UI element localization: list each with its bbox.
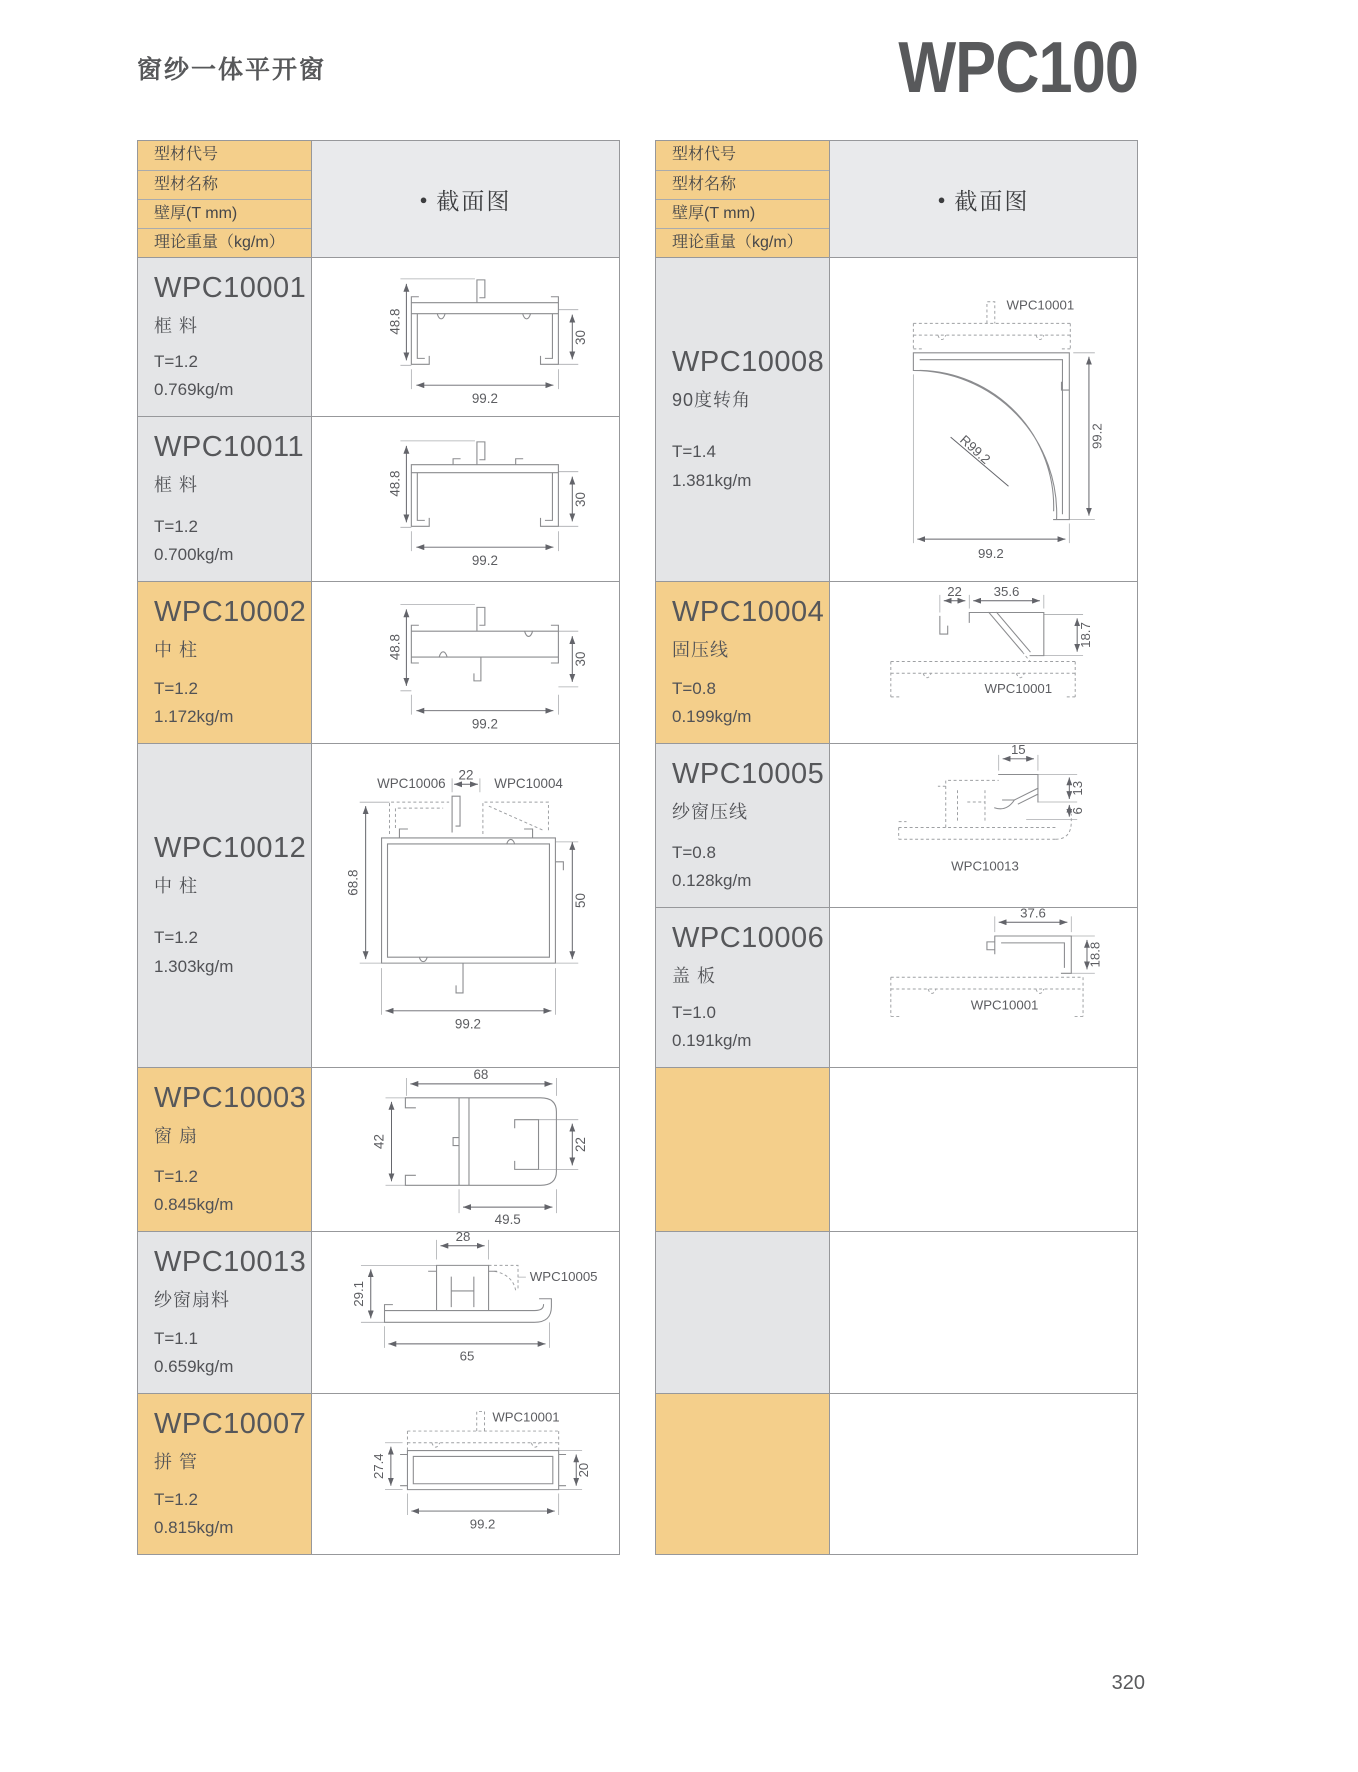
ref-label-left: WPC10006	[377, 776, 446, 792]
diagram-cell-empty	[830, 1232, 1137, 1393]
profile-name: 中 柱	[154, 640, 199, 660]
dim-top: 28	[455, 1232, 471, 1244]
dim-height: 48.8	[387, 470, 403, 497]
profile-info	[138, 1394, 312, 1554]
dim-width: 99.2	[471, 716, 498, 732]
diagram-cell	[312, 258, 619, 416]
extension-lines	[400, 441, 578, 551]
profile-name: 90度转角	[672, 390, 752, 411]
dim-height: 68.8	[345, 869, 361, 896]
dim-width: 65	[459, 1348, 475, 1364]
profile-info	[138, 258, 312, 416]
profile-code: WPC10005	[672, 758, 825, 790]
extension-lines	[913, 353, 1094, 543]
profile-weight: 1.172kg/m	[154, 706, 234, 726]
diagram-cell	[830, 908, 1137, 1067]
diagram-cell	[312, 1394, 619, 1554]
dim-side: 18.7	[1077, 622, 1093, 648]
table-row-wpc10012	[138, 743, 619, 1067]
cross-section-diagram	[312, 417, 619, 581]
profile-code: WPC10007	[154, 1408, 307, 1440]
ref-label: WPC10005	[529, 1269, 598, 1285]
diagram-cell	[312, 744, 619, 1067]
cross-section-diagram	[312, 582, 619, 743]
ref-label: WPC10001	[1006, 297, 1075, 313]
profile-info	[138, 582, 312, 743]
profile-outline	[411, 442, 558, 526]
series-code: WPC100	[898, 28, 1138, 108]
table-row-empty	[656, 1393, 1137, 1554]
profile-code: WPC10001	[154, 272, 307, 304]
diagram-cell-empty	[830, 1068, 1137, 1231]
extension-lines	[360, 778, 579, 1014]
table-row-wpc10006	[656, 907, 1137, 1067]
dim-side: 30	[573, 492, 589, 507]
profile-code: WPC10008	[672, 346, 825, 379]
profile-info	[656, 908, 830, 1067]
profile-weight: 0.128kg/m	[672, 870, 752, 890]
header-cell-name: 型材名称	[138, 170, 311, 199]
section-header	[830, 141, 1137, 257]
table-row-wpc10004	[656, 581, 1137, 743]
ref-label-right: WPC10004	[494, 776, 563, 792]
profile-thickness: T=1.4	[672, 442, 716, 462]
dimension-lines	[366, 784, 573, 1011]
profile-outline	[401, 1451, 566, 1490]
dimension-lines	[391, 1084, 572, 1207]
bullet-icon: ●	[937, 191, 946, 207]
table-row-wpc10002	[138, 581, 619, 743]
extension-lines	[995, 916, 1095, 973]
dimension-lines	[371, 1246, 546, 1344]
profile-info	[656, 744, 830, 907]
table-row-wpc10001	[138, 257, 619, 416]
cross-section-diagram	[830, 744, 1137, 907]
dimension-lines	[944, 601, 1077, 652]
dim-height: 42	[371, 1134, 387, 1150]
dim-width: 99.2	[454, 1016, 482, 1032]
table-row-wpc10007	[138, 1393, 619, 1554]
dim-top: 15	[1010, 744, 1026, 757]
profile-table-left	[137, 140, 620, 1555]
diagram-cell	[312, 417, 619, 581]
profile-weight: 0.191kg/m	[672, 1030, 752, 1050]
profile-outline	[913, 353, 1069, 520]
profile-outline	[411, 607, 558, 681]
dim-width: 49.5	[494, 1212, 521, 1228]
header-cell-thickness: 壁厚(T mm)	[656, 199, 829, 228]
profile-info-empty	[656, 1232, 830, 1393]
header-cell-name: 型材名称	[656, 170, 829, 199]
profile-code: WPC10011	[154, 431, 305, 463]
dim-side-lower: 6	[1070, 807, 1086, 815]
profile-name: 中 柱	[154, 876, 199, 897]
dim-side: 20	[575, 1462, 591, 1478]
dimension-lines	[999, 922, 1087, 969]
diagram-cell	[312, 1068, 619, 1231]
dim-side: 22	[573, 1137, 589, 1152]
profile-thickness: T=1.0	[672, 1002, 716, 1022]
profile-info	[656, 258, 830, 581]
cross-section-diagram	[830, 908, 1137, 1067]
profile-info-empty	[656, 1394, 830, 1554]
dim-top-right: 35.6	[993, 583, 1020, 599]
dim-height: 48.8	[387, 308, 403, 335]
profile-weight: 0.815kg/m	[154, 1517, 234, 1537]
profile-name: 拼 管	[154, 1452, 199, 1472]
diagram-cell	[312, 1232, 619, 1393]
cross-section-diagram	[312, 1068, 619, 1231]
profile-outline	[382, 796, 564, 993]
profile-outline	[405, 1098, 556, 1185]
profile-weight: 1.303kg/m	[154, 956, 234, 976]
table-row-wpc10003	[138, 1067, 619, 1231]
ref-label: WPC10013	[951, 858, 1019, 874]
table-header	[656, 141, 1137, 257]
profile-name: 框 料	[154, 475, 199, 495]
dim-side-upper: 13	[1070, 780, 1086, 796]
profile-code: WPC10002	[154, 596, 307, 628]
dashed-reference-outline	[489, 1265, 518, 1292]
header-cell-code: 型材代号	[656, 141, 829, 170]
cross-section-diagram	[312, 1232, 619, 1393]
dimension-lines	[406, 446, 572, 547]
profile-outline	[995, 774, 1038, 808]
profile-thickness: T=0.8	[672, 678, 716, 698]
header-cell-thickness: 壁厚(T mm)	[138, 199, 311, 228]
dim-height: 27.4	[371, 1453, 387, 1479]
header-cell-code: 型材代号	[138, 141, 311, 170]
profile-weight: 0.199kg/m	[672, 706, 752, 726]
profile-info	[138, 417, 312, 581]
dimension-lines	[406, 284, 572, 385]
dim-side: 99.2	[1089, 423, 1105, 450]
table-row-wpc10011	[138, 416, 619, 581]
profile-name: 纱窗压线	[672, 802, 748, 822]
ref-label: WPC10001	[984, 680, 1053, 696]
profile-code: WPC10003	[154, 1082, 307, 1114]
profile-code: WPC10012	[154, 832, 307, 865]
profile-name: 窗 扇	[154, 1126, 199, 1146]
table-row-wpc10013	[138, 1231, 619, 1393]
section-title: 截面图	[954, 187, 1030, 214]
diagram-cell	[312, 582, 619, 743]
profile-thickness: T=1.2	[154, 678, 198, 698]
dim-top-left: 22	[947, 583, 962, 599]
profile-code: WPC10013	[154, 1246, 307, 1278]
dim-height: 48.8	[387, 634, 403, 661]
diagram-cell	[830, 258, 1137, 581]
cross-section-diagram	[312, 1394, 619, 1554]
dim-top: 68	[473, 1068, 489, 1082]
section-header	[312, 141, 619, 257]
extension-lines	[400, 604, 578, 714]
profile-thickness: T=1.2	[154, 1166, 198, 1186]
dim-side: 50	[573, 893, 589, 908]
dim-radius: R99.2	[957, 432, 994, 467]
extension-lines	[940, 595, 1083, 656]
table-row-empty	[656, 1067, 1137, 1231]
page-number: 320	[1111, 1672, 1145, 1694]
header-cell-weight: 理论重量（kg/m）	[656, 228, 829, 257]
profile-outline	[940, 612, 1044, 655]
ref-label: WPC10001	[970, 997, 1039, 1013]
dimension-lines	[406, 609, 572, 710]
dim-top: 37.6	[1020, 908, 1046, 921]
profile-outline	[385, 1265, 552, 1322]
page-title: 窗纱一体平开窗	[137, 56, 327, 84]
dim-height: 29.1	[350, 1280, 366, 1307]
dim-side: 30	[573, 330, 589, 345]
profile-weight: 1.381kg/m	[672, 470, 752, 490]
profile-thickness: T=1.1	[154, 1328, 198, 1348]
dimension-lines	[1003, 759, 1070, 817]
profile-weight: 0.700kg/m	[154, 544, 234, 564]
profile-outline	[987, 936, 1071, 973]
dim-gap: 22	[458, 767, 474, 783]
diagram-cell	[830, 582, 1137, 743]
profile-info	[138, 1232, 312, 1393]
profile-thickness: T=1.2	[154, 1489, 198, 1509]
cross-section-diagram	[312, 258, 619, 416]
header-label-column	[138, 141, 312, 257]
profile-weight: 0.769kg/m	[154, 379, 234, 399]
profile-name: 盖 板	[672, 966, 717, 986]
dim-width: 99.2	[471, 553, 498, 569]
ref-label: WPC10001	[492, 1409, 560, 1425]
dim-width: 99.2	[471, 391, 498, 407]
extension-lines	[400, 279, 578, 389]
profile-info	[138, 1068, 312, 1231]
profile-outline	[411, 280, 558, 364]
diagram-cell	[830, 744, 1137, 907]
profile-name: 纱窗扇料	[154, 1290, 230, 1310]
cross-section-diagram	[830, 582, 1137, 743]
dim-side: 30	[573, 651, 589, 667]
diagram-cell-empty	[830, 1394, 1137, 1554]
profile-name: 固压线	[672, 640, 729, 660]
profile-code: WPC10004	[672, 596, 825, 628]
profile-name: 框 料	[154, 316, 199, 336]
profile-thickness: T=1.2	[154, 928, 198, 948]
header-cell-weight: 理论重量（kg/m）	[138, 228, 311, 257]
table-row-wpc10005	[656, 743, 1137, 907]
profile-thickness: T=1.2	[154, 351, 198, 371]
dim-width: 99.2	[977, 545, 1004, 561]
profile-thickness: T=0.8	[672, 842, 716, 862]
dimension-lines	[917, 357, 1089, 539]
section-title: 截面图	[436, 187, 512, 214]
cross-section-diagram	[312, 744, 619, 1067]
profile-info	[138, 744, 312, 1067]
header-label-column	[656, 141, 830, 257]
dashed-reference-outline	[899, 780, 1072, 839]
profile-code: WPC10006	[672, 922, 825, 954]
dim-width: 99.2	[469, 1516, 496, 1532]
table-row-empty	[656, 1231, 1137, 1393]
profile-weight: 0.845kg/m	[154, 1194, 234, 1214]
profile-table-right	[655, 140, 1138, 1555]
cross-section-diagram	[830, 258, 1137, 581]
extension-lines	[361, 1240, 549, 1348]
profile-thickness: T=1.2	[154, 516, 198, 536]
profile-info-empty	[656, 1068, 830, 1231]
table-header	[138, 141, 619, 257]
profile-weight: 0.659kg/m	[154, 1356, 234, 1376]
table-row-wpc10008	[656, 257, 1137, 581]
bullet-icon: ●	[419, 191, 428, 207]
profile-info	[656, 582, 830, 743]
dim-side: 18.8	[1087, 941, 1103, 968]
